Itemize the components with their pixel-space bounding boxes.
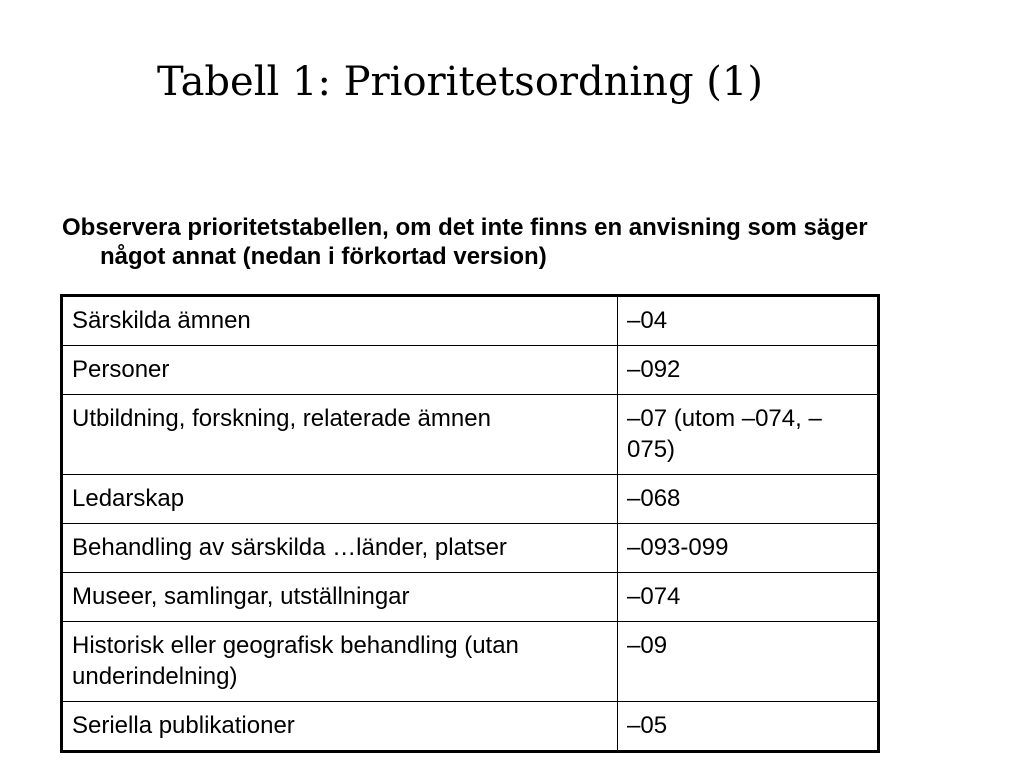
code-cell: –074	[618, 573, 879, 622]
table-row	[62, 524, 879, 573]
priority-table	[60, 294, 880, 753]
subject-cell: Seriella publikationer	[62, 702, 618, 752]
code-cell: –068	[618, 475, 879, 524]
code-cell: –04	[618, 296, 879, 346]
table-row	[62, 296, 879, 346]
table-row	[62, 702, 879, 752]
code-cell: –09	[618, 622, 879, 702]
slide-title: Tabell 1: Prioritetsordning (1)	[157, 59, 763, 105]
subject-cell: Personer	[62, 346, 618, 395]
table-row	[62, 395, 879, 475]
table-row	[62, 622, 879, 702]
subject-cell: Ledarskap	[62, 475, 618, 524]
table-row	[62, 346, 879, 395]
table-row	[62, 475, 879, 524]
subject-cell: Särskilda ämnen	[62, 296, 618, 346]
subject-cell: Museer, samlingar, utställningar	[62, 573, 618, 622]
code-cell: –05	[618, 702, 879, 752]
subject-cell: Historisk eller geografisk behandling (utan underindelning)	[62, 622, 618, 702]
subject-cell: Behandling av särskilda …länder, platser	[62, 524, 618, 573]
table-row	[62, 573, 879, 622]
code-cell: –092	[618, 346, 879, 395]
code-cell: –093-099	[618, 524, 879, 573]
subject-cell: Utbildning, forskning, relaterade ämnen	[62, 395, 618, 475]
code-cell: –07 (utom –074, –075)	[618, 395, 879, 475]
intro-text: Observera prioritetstabellen, om det inte finns en anvisning som säger något annat (nedan i förkortad version)	[62, 214, 868, 270]
